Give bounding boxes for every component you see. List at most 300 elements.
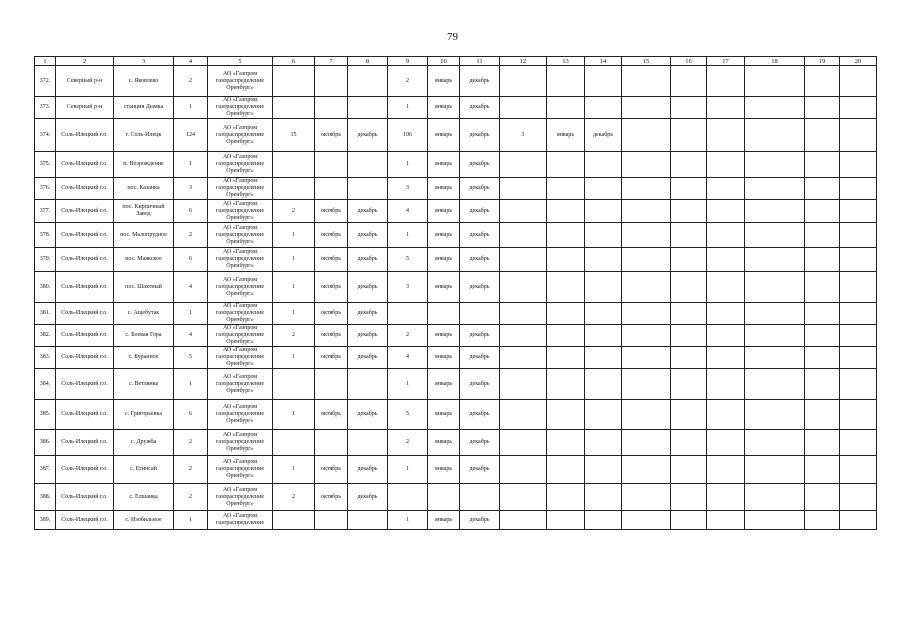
col14-cell	[585, 200, 622, 223]
empty-cell	[671, 119, 707, 152]
col13-cell	[547, 248, 585, 272]
empty-cell	[707, 248, 745, 272]
column-header: 5	[208, 57, 273, 66]
locality-cell: г. Соль-Илецк	[114, 119, 174, 152]
col10-cell: январь	[428, 347, 460, 369]
district-cell: Соль-Илецкий г.о.	[56, 248, 114, 272]
col8-cell: декабрь	[348, 347, 388, 369]
empty-cell	[745, 272, 805, 303]
operator-cell: АО «Газпром газораспределение Оренбург»	[208, 66, 273, 97]
col7-cell: октябрь	[315, 248, 348, 272]
count-cell: 5	[174, 347, 208, 369]
count-cell: 2	[174, 66, 208, 97]
empty-cell	[707, 430, 745, 456]
col9-cell: 1	[388, 223, 428, 248]
empty-cell	[671, 200, 707, 223]
col6-cell	[273, 430, 315, 456]
col14-cell	[585, 178, 622, 200]
col11-cell: декабрь	[460, 178, 500, 200]
table-row	[35, 152, 877, 178]
table-row	[35, 456, 877, 484]
table-row	[35, 369, 877, 400]
operator-cell: АО «Газпром газораспределение Оренбург»	[208, 430, 273, 456]
district-cell: Соль-Илецкий г.о.	[56, 456, 114, 484]
locality-cell: станция Дымка	[114, 97, 174, 119]
col14-cell	[585, 369, 622, 400]
empty-cell	[622, 178, 671, 200]
locality-cell: пос. Маякское	[114, 248, 174, 272]
empty-cell	[671, 303, 707, 325]
row-number: 374.	[35, 119, 56, 152]
col6-cell	[273, 511, 315, 530]
row-number: 378.	[35, 223, 56, 248]
col11-cell: декабрь	[460, 369, 500, 400]
col11-cell: декабрь	[460, 511, 500, 530]
operator-cell: АО «Газпром газораспределение Оренбург»	[208, 325, 273, 347]
col6-cell	[273, 369, 315, 400]
col10-cell: январь	[428, 152, 460, 178]
col11-cell	[460, 484, 500, 511]
empty-cell	[805, 66, 840, 97]
col12-cell	[500, 484, 547, 511]
column-header: 3	[114, 57, 174, 66]
empty-cell	[671, 400, 707, 430]
empty-cell	[805, 248, 840, 272]
col14-cell	[585, 97, 622, 119]
row-number: 385.	[35, 400, 56, 430]
col13-cell	[547, 303, 585, 325]
col9-cell: 2	[388, 430, 428, 456]
col13-cell	[547, 369, 585, 400]
col6-cell: 1	[273, 347, 315, 369]
col10-cell	[428, 484, 460, 511]
empty-cell	[622, 325, 671, 347]
count-cell: 6	[174, 400, 208, 430]
locality-cell: с. Дружба	[114, 430, 174, 456]
empty-cell	[707, 178, 745, 200]
col11-cell: декабрь	[460, 347, 500, 369]
empty-cell	[805, 325, 840, 347]
empty-cell	[745, 347, 805, 369]
operator-cell: АО «Газпром газораспределение Оренбург»	[208, 456, 273, 484]
col6-cell: 1	[273, 303, 315, 325]
operator-cell: АО «Газпром газораспределение Оренбург»	[208, 248, 273, 272]
empty-cell	[745, 484, 805, 511]
col9-cell: 4	[388, 200, 428, 223]
column-header: 2	[56, 57, 114, 66]
col6-cell: 2	[273, 484, 315, 511]
empty-cell	[745, 223, 805, 248]
row-number: 383.	[35, 347, 56, 369]
col8-cell	[348, 66, 388, 97]
locality-cell: пос. Казанка	[114, 178, 174, 200]
empty-cell	[840, 456, 877, 484]
empty-cell	[805, 303, 840, 325]
operator-cell: АО «Газпром газораспределение Оренбург»	[208, 178, 273, 200]
empty-cell	[622, 66, 671, 97]
empty-cell	[840, 511, 877, 530]
col12-cell	[500, 511, 547, 530]
empty-cell	[745, 400, 805, 430]
locality-cell: пос. Шахтный	[114, 272, 174, 303]
operator-cell: АО «Газпром газораспределение Оренбург»	[208, 119, 273, 152]
row-number: 377.	[35, 200, 56, 223]
empty-cell	[745, 200, 805, 223]
col10-cell: январь	[428, 119, 460, 152]
empty-cell	[622, 511, 671, 530]
locality-cell: с. Егинсай	[114, 456, 174, 484]
col7-cell	[315, 511, 348, 530]
table-row	[35, 303, 877, 325]
row-number: 375.	[35, 152, 56, 178]
district-cell: Соль-Илецкий г.о.	[56, 484, 114, 511]
column-header: 14	[585, 57, 622, 66]
operator-cell: АО «Газпром газораспределение Оренбург»	[208, 347, 273, 369]
table-row	[35, 511, 877, 530]
col6-cell: 1	[273, 400, 315, 430]
locality-cell: пос. Кирпичный Завод	[114, 200, 174, 223]
empty-cell	[745, 456, 805, 484]
empty-cell	[745, 248, 805, 272]
empty-cell	[707, 484, 745, 511]
operator-cell: АО «Газпром газораспределение Оренбург»	[208, 200, 273, 223]
col7-cell: октябрь	[315, 223, 348, 248]
col10-cell: январь	[428, 272, 460, 303]
empty-cell	[622, 400, 671, 430]
empty-cell	[805, 347, 840, 369]
col8-cell: декабрь	[348, 400, 388, 430]
row-number: 384.	[35, 369, 56, 400]
count-cell: 1	[174, 511, 208, 530]
row-number: 387.	[35, 456, 56, 484]
empty-cell	[622, 347, 671, 369]
empty-cell	[707, 325, 745, 347]
col11-cell: декабрь	[460, 272, 500, 303]
empty-cell	[840, 119, 877, 152]
table-row	[35, 347, 877, 369]
locality-cell: с. Григорьевка	[114, 400, 174, 430]
empty-cell	[840, 200, 877, 223]
operator-cell: АО «Газпром газораспределение Оренбург»	[208, 303, 273, 325]
empty-cell	[840, 248, 877, 272]
column-header: 15	[622, 57, 671, 66]
table-row	[35, 97, 877, 119]
col10-cell: январь	[428, 400, 460, 430]
empty-cell	[805, 178, 840, 200]
col10-cell: январь	[428, 223, 460, 248]
col13-cell	[547, 223, 585, 248]
empty-cell	[840, 66, 877, 97]
empty-cell	[671, 223, 707, 248]
operator-cell: АО «Газпром газораспределение Оренбург»	[208, 369, 273, 400]
col7-cell: октябрь	[315, 303, 348, 325]
col10-cell	[428, 303, 460, 325]
col12-cell	[500, 248, 547, 272]
col8-cell: декабрь	[348, 484, 388, 511]
empty-cell	[707, 303, 745, 325]
empty-cell	[840, 152, 877, 178]
row-number: 381.	[35, 303, 56, 325]
col10-cell: январь	[428, 178, 460, 200]
empty-cell	[840, 369, 877, 400]
column-header: 11	[460, 57, 500, 66]
col7-cell: октябрь	[315, 347, 348, 369]
empty-cell	[745, 430, 805, 456]
col11-cell	[460, 303, 500, 325]
empty-cell	[745, 369, 805, 400]
col12-cell	[500, 303, 547, 325]
empty-cell	[671, 347, 707, 369]
col9-cell: 2	[388, 325, 428, 347]
column-header: 6	[273, 57, 315, 66]
table-body	[35, 66, 877, 530]
empty-cell	[707, 223, 745, 248]
table-row	[35, 200, 877, 223]
district-cell: Соль-Илецкий г.о.	[56, 119, 114, 152]
col12-cell	[500, 347, 547, 369]
page-number: 79	[447, 31, 458, 43]
district-cell: Северный р-н	[56, 66, 114, 97]
col12-cell	[500, 369, 547, 400]
empty-cell	[707, 400, 745, 430]
empty-cell	[707, 369, 745, 400]
col7-cell	[315, 178, 348, 200]
empty-cell	[805, 484, 840, 511]
empty-cell	[707, 119, 745, 152]
empty-cell	[805, 152, 840, 178]
col12-cell	[500, 400, 547, 430]
col14-cell: декабрь	[585, 119, 622, 152]
empty-cell	[622, 303, 671, 325]
col7-cell	[315, 97, 348, 119]
count-cell: 3	[174, 178, 208, 200]
col12-cell	[500, 152, 547, 178]
col8-cell	[348, 178, 388, 200]
count-cell: 2	[174, 456, 208, 484]
column-header: 16	[671, 57, 707, 66]
col13-cell	[547, 152, 585, 178]
empty-cell	[622, 223, 671, 248]
district-cell: Соль-Илецкий г.о.	[56, 200, 114, 223]
col14-cell	[585, 400, 622, 430]
col9-cell	[388, 303, 428, 325]
district-cell: Соль-Илецкий г.о.	[56, 325, 114, 347]
col6-cell: 2	[273, 200, 315, 223]
column-header: 20	[840, 57, 877, 66]
col12-cell	[500, 456, 547, 484]
table-row	[35, 400, 877, 430]
operator-cell: АО «Газпром газораспределение Оренбург»	[208, 400, 273, 430]
count-cell: 1	[174, 152, 208, 178]
column-header: 8	[348, 57, 388, 66]
empty-cell	[840, 178, 877, 200]
col14-cell	[585, 223, 622, 248]
empty-cell	[622, 119, 671, 152]
empty-cell	[805, 97, 840, 119]
empty-cell	[745, 325, 805, 347]
col14-cell	[585, 66, 622, 97]
col13-cell	[547, 430, 585, 456]
col6-cell	[273, 97, 315, 119]
col13-cell	[547, 66, 585, 97]
col7-cell: октябрь	[315, 456, 348, 484]
count-cell: 1	[174, 303, 208, 325]
col9-cell: 1	[388, 97, 428, 119]
empty-cell	[745, 178, 805, 200]
col14-cell	[585, 484, 622, 511]
col11-cell: декабрь	[460, 400, 500, 430]
table-row	[35, 248, 877, 272]
empty-cell	[622, 152, 671, 178]
table-row	[35, 325, 877, 347]
col14-cell	[585, 456, 622, 484]
district-cell: Соль-Илецкий г.о.	[56, 430, 114, 456]
locality-cell: с. Буранное	[114, 347, 174, 369]
locality-cell: с. Елшанка	[114, 484, 174, 511]
col11-cell: декабрь	[460, 223, 500, 248]
col12-cell	[500, 200, 547, 223]
count-cell: 2	[174, 223, 208, 248]
empty-cell	[707, 511, 745, 530]
col9-cell: 3	[388, 272, 428, 303]
count-cell: 6	[174, 200, 208, 223]
district-cell: Соль-Илецкий г.о.	[56, 369, 114, 400]
col7-cell: октябрь	[315, 325, 348, 347]
col9-cell: 106	[388, 119, 428, 152]
col9-cell: 1	[388, 152, 428, 178]
col6-cell	[273, 152, 315, 178]
col9-cell: 5	[388, 248, 428, 272]
operator-cell: АО «Газпром газораспределение	[208, 511, 273, 530]
column-header: 12	[500, 57, 547, 66]
count-cell: 2	[174, 430, 208, 456]
column-header: 9	[388, 57, 428, 66]
col6-cell: 1	[273, 272, 315, 303]
empty-cell	[622, 430, 671, 456]
empty-cell	[840, 272, 877, 303]
empty-cell	[671, 97, 707, 119]
count-cell: 1	[174, 369, 208, 400]
col10-cell: январь	[428, 369, 460, 400]
col11-cell: декабрь	[460, 456, 500, 484]
empty-cell	[805, 223, 840, 248]
col12-cell	[500, 223, 547, 248]
empty-cell	[745, 97, 805, 119]
empty-cell	[805, 369, 840, 400]
row-number: 380.	[35, 272, 56, 303]
empty-cell	[707, 456, 745, 484]
col8-cell	[348, 430, 388, 456]
empty-cell	[707, 200, 745, 223]
table-row	[35, 272, 877, 303]
empty-cell	[805, 200, 840, 223]
col6-cell	[273, 66, 315, 97]
empty-cell	[707, 347, 745, 369]
col7-cell	[315, 152, 348, 178]
district-cell: Соль-Илецкий г.о.	[56, 511, 114, 530]
empty-cell	[745, 66, 805, 97]
col6-cell: 2	[273, 325, 315, 347]
col6-cell: 1	[273, 248, 315, 272]
locality-cell: с. Ветлянка	[114, 369, 174, 400]
col14-cell	[585, 347, 622, 369]
empty-cell	[671, 369, 707, 400]
col9-cell: 1	[388, 456, 428, 484]
empty-cell	[622, 272, 671, 303]
col11-cell: декабрь	[460, 152, 500, 178]
locality-cell: пос. Малопрудное	[114, 223, 174, 248]
col12-cell	[500, 272, 547, 303]
col8-cell: декабрь	[348, 303, 388, 325]
empty-cell	[805, 272, 840, 303]
empty-cell	[840, 347, 877, 369]
schedule-table	[34, 56, 877, 530]
operator-cell: АО «Газпром газораспределение Оренбург»	[208, 97, 273, 119]
district-cell: Соль-Илецкий г.о.	[56, 400, 114, 430]
col10-cell: январь	[428, 248, 460, 272]
col9-cell: 4	[388, 347, 428, 369]
count-cell: 124	[174, 119, 208, 152]
col10-cell: январь	[428, 97, 460, 119]
empty-cell	[707, 152, 745, 178]
empty-cell	[745, 152, 805, 178]
column-header: 17	[707, 57, 745, 66]
col13-cell	[547, 200, 585, 223]
col11-cell: декабрь	[460, 200, 500, 223]
empty-cell	[707, 97, 745, 119]
locality-cell: с. Ащебутак	[114, 303, 174, 325]
count-cell: 6	[174, 248, 208, 272]
empty-cell	[707, 66, 745, 97]
empty-cell	[622, 484, 671, 511]
empty-cell	[671, 430, 707, 456]
locality-cell: с. Яковлево	[114, 66, 174, 97]
empty-cell	[840, 97, 877, 119]
col12-cell	[500, 66, 547, 97]
col14-cell	[585, 325, 622, 347]
column-header: 1	[35, 57, 56, 66]
col8-cell: декабрь	[348, 248, 388, 272]
col12-cell: 3	[500, 119, 547, 152]
empty-cell	[840, 223, 877, 248]
district-cell: Северный р-н	[56, 97, 114, 119]
col8-cell: декабрь	[348, 119, 388, 152]
locality-cell: с. Боевая Гора	[114, 325, 174, 347]
row-number: 372.	[35, 66, 56, 97]
table-row	[35, 119, 877, 152]
col13-cell	[547, 484, 585, 511]
col14-cell	[585, 272, 622, 303]
district-cell: Соль-Илецкий г.о.	[56, 347, 114, 369]
empty-cell	[707, 272, 745, 303]
empty-cell	[622, 456, 671, 484]
row-number: 389.	[35, 511, 56, 530]
empty-cell	[622, 200, 671, 223]
col9-cell: 1	[388, 369, 428, 400]
col14-cell	[585, 511, 622, 530]
empty-cell	[622, 248, 671, 272]
table-row	[35, 223, 877, 248]
operator-cell: АО «Газпром газораспределение Оренбург»	[208, 152, 273, 178]
col9-cell: 5	[388, 400, 428, 430]
col13-cell	[547, 456, 585, 484]
col8-cell: декабрь	[348, 272, 388, 303]
col13-cell: январь	[547, 119, 585, 152]
column-header: 18	[745, 57, 805, 66]
col11-cell: декабрь	[460, 430, 500, 456]
col8-cell	[348, 511, 388, 530]
col10-cell: январь	[428, 325, 460, 347]
